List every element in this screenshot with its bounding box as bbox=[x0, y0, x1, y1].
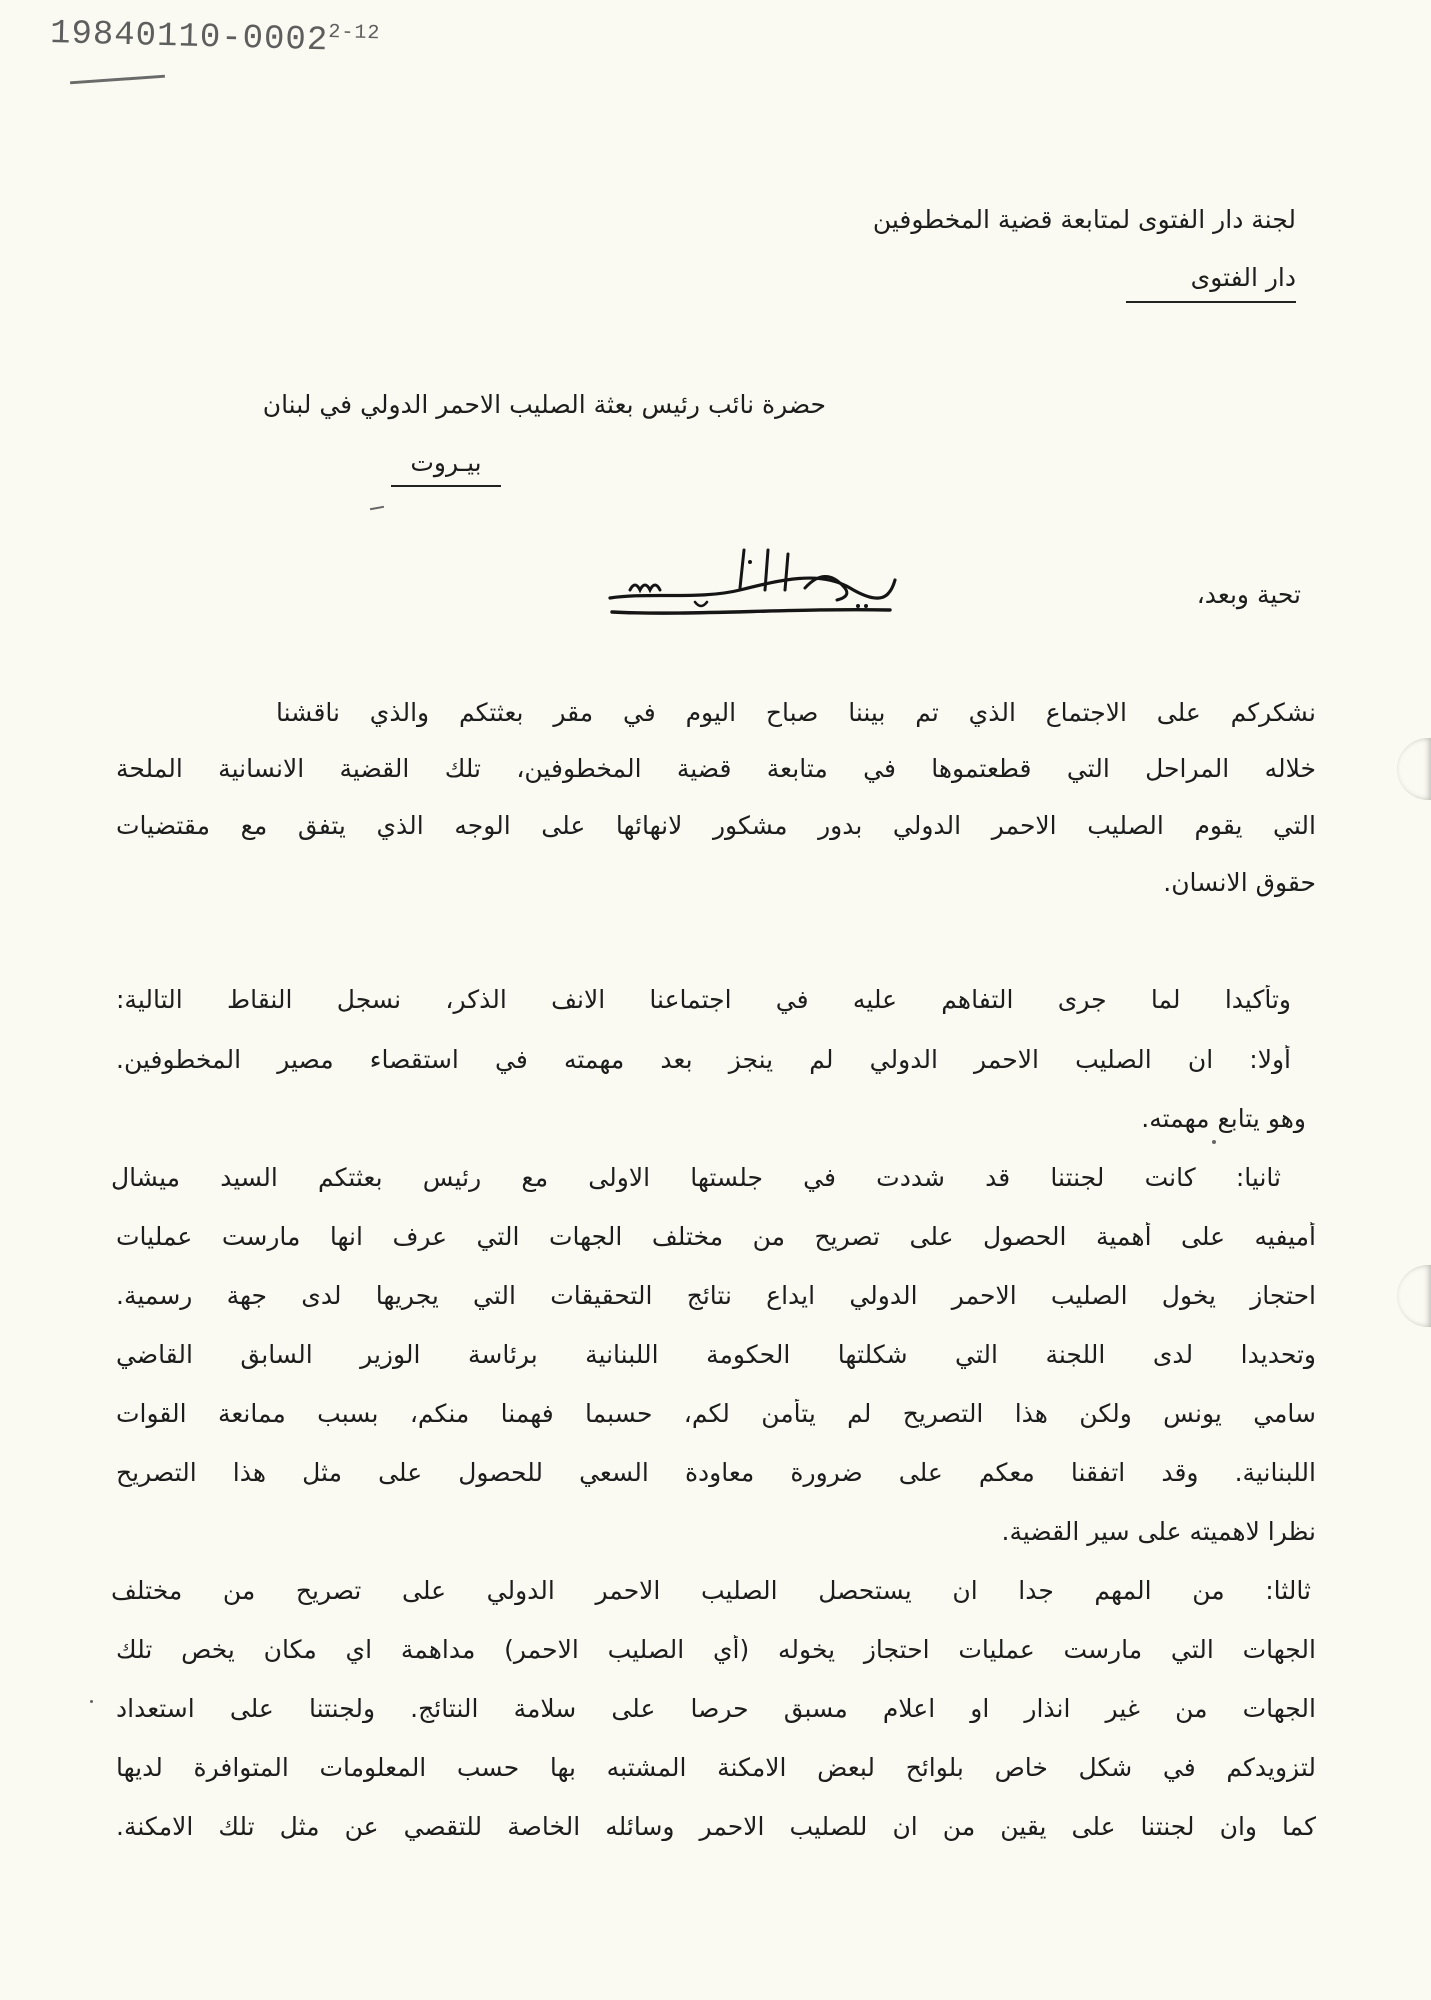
paper-speck bbox=[1212, 1140, 1216, 1144]
committee-header: لجنة دار الفتوى لمتابعة قضية المخطوفين bbox=[872, 205, 1296, 234]
letter-line: وتأكيدا لما جرى التفاهم عليه في اجتماعنا الانف الذكر، نسجل النقاط التالية: bbox=[116, 985, 1291, 1014]
punch-hole bbox=[1397, 738, 1431, 800]
letter-line: احتجاز يخول الصليب الاحمر الدولي ايداع نتائج التحقيقات التي يجريها لدى جهة رسمية. bbox=[116, 1281, 1316, 1310]
letter-line: وتحديدا لدى اللجنة التي شكلتها الحكومة اللبنانية برئاسة الوزير السابق القاضي bbox=[116, 1340, 1316, 1369]
letter-line: اللبنانية. وقد اتفقنا معكم على ضرورة معاودة السعي للحصول على مثل هذا التصريح bbox=[116, 1458, 1316, 1487]
letter-line: كما وان لجنتنا على يقين من ان للصليب الاحمر وسائله الخاصة للتقصي عن مثل تلك الامكنة. bbox=[116, 1812, 1316, 1841]
letter-line: سامي يونس ولكن هذا التصريح لم يتأمن لكم، حسبما فهمنا منكم، بسبب ممانعة القوات bbox=[116, 1399, 1316, 1428]
letter-line: الجهات التي مارست عمليات احتجاز يخوله (أي الصليب الاحمر) مداهمة اي مكان يخص تلك bbox=[116, 1635, 1316, 1664]
recipient-city: بيـروت bbox=[391, 448, 501, 487]
paper-speck bbox=[90, 1700, 93, 1703]
paper-speck bbox=[370, 506, 384, 510]
letter-line: ثانيا: كانت لجنتنا قد شددت في جلستها الاولى مع رئيس بعثتكم السيد ميشال bbox=[111, 1163, 1281, 1192]
handwritten-secret-marking bbox=[590, 540, 910, 620]
letter-line: لتزويدكم في شكل خاص بلوائح لبعض الامكنة المشتبه بها حسب المعلومات المتوافرة لديها bbox=[116, 1753, 1316, 1782]
institution-header: دار الفتوى bbox=[1126, 263, 1296, 303]
letter-line: التي يقوم الصليب الاحمر الدولي بدور مشكور لانهائها على الوجه الذي يتفق مع مقتضيات bbox=[116, 811, 1316, 840]
letter-line: نشكركم على الاجتماع الذي تم بيننا صباح اليوم في مقر بعثتكم والذي ناقشنا bbox=[276, 698, 1316, 727]
letter-line: نظرا لاهميته على سير القضية. bbox=[1001, 1517, 1316, 1546]
punch-hole bbox=[1397, 1265, 1431, 1327]
letter-line: حقوق الانسان. bbox=[1163, 868, 1316, 897]
handwritten-underline bbox=[70, 75, 165, 85]
recipient-title: حضرة نائب رئيس بعثة الصليب الاحمر الدولي في لبنان bbox=[262, 390, 826, 419]
letter-line: وهو يتابع مهمته. bbox=[1141, 1104, 1306, 1133]
archive-reference-number: 19840110-0002$^{2-12}$ bbox=[49, 15, 381, 61]
letter-line: أولا: ان الصليب الاحمر الدولي لم ينجز بعد مهمته في استقصاء مصير المخطوفين. bbox=[116, 1045, 1291, 1074]
letter-line: ثالثا: من المهم جدا ان يستحصل الصليب الاحمر الدولي على تصريح من مختلف bbox=[111, 1576, 1311, 1605]
letter-line: الجهات من غير انذار او اعلام مسبق حرصا على سلامة النتائج. ولجنتنا على استعداد bbox=[116, 1694, 1316, 1723]
greeting: تحية وبعد، bbox=[1196, 580, 1301, 609]
letter-line: أميفيه على أهمية الحصول على تصريح من مختلف الجهات التي عرف انها مارست عمليات bbox=[116, 1222, 1316, 1251]
letter-line: خلاله المراحل التي قطعتموها في متابعة قضية المخطوفين، تلك القضية الانسانية الملحة bbox=[116, 754, 1316, 783]
